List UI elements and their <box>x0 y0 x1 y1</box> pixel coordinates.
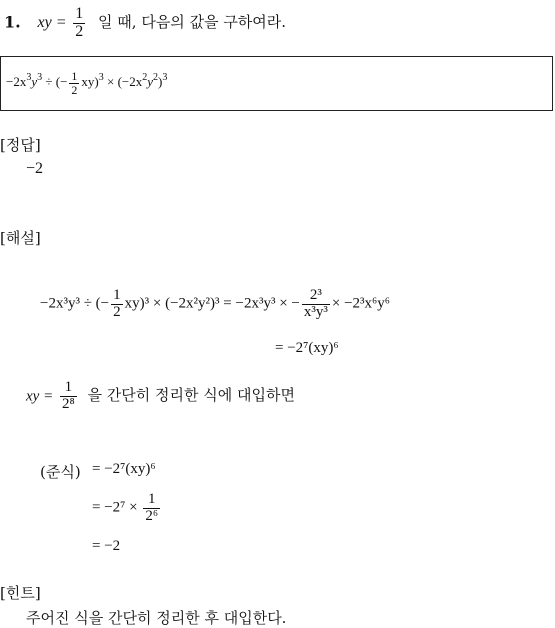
expr-part: y <box>147 74 154 90</box>
expr-part: xy) <box>81 74 99 90</box>
expr-frac-den: 2 <box>71 82 78 97</box>
expr-part: × (−2x <box>103 74 143 90</box>
solution-frac2-den: x³y³ <box>303 303 328 320</box>
expr-part: −2x <box>6 74 27 90</box>
solution-fraction-2 <box>302 288 330 321</box>
calc-frac-den: 2⁶ <box>145 507 159 524</box>
calc-frac-num: 1 <box>147 491 156 507</box>
substitute-fraction <box>60 380 77 413</box>
solution-fraction <box>111 288 123 321</box>
expr-part: y <box>31 74 38 90</box>
answer-header: [정답] <box>0 136 41 154</box>
condition-frac-den: 2 <box>75 22 84 40</box>
expr-part: ÷ (− <box>42 74 68 90</box>
calc-line-2 <box>92 492 162 525</box>
calc-line-1: = −2⁷(xy)⁶ <box>92 461 156 477</box>
problem-number: 1. <box>4 12 21 32</box>
solution-frac-num: 1 <box>113 287 121 303</box>
condition-frac-num: 1 <box>75 5 84 22</box>
expr-exp: 3 <box>98 72 104 84</box>
solution-frac2-num: 2³ <box>309 287 322 303</box>
solution-header: [해설] <box>0 229 41 247</box>
expr-fraction <box>69 70 79 96</box>
condition-lhs: xy = <box>37 14 67 32</box>
substitute-frac-num: 1 <box>64 379 73 395</box>
solution-part: xy)³ × (−2x²y²)³ = −2x³y³ × − <box>124 295 300 312</box>
calc-line-3: = −2 <box>92 538 121 554</box>
boxed-expression <box>6 70 167 96</box>
expr-exp: 3 <box>37 72 43 84</box>
calc-fraction <box>143 492 160 525</box>
solution-frac-den: 2 <box>113 303 121 320</box>
expr-exp: 3 <box>26 72 32 84</box>
calc-part: = −2⁷ × <box>92 499 138 516</box>
problem-instruction: 일 때, 다음의 값을 구하여라. <box>98 13 287 32</box>
substitute-frac-den: 2⁸ <box>61 395 75 412</box>
solution-part: × −2³x⁶y⁶ <box>331 295 390 312</box>
calc-label: (준식) <box>40 463 81 481</box>
hint-header: [힌트] <box>0 584 41 602</box>
substitute-lhs: xy = <box>26 388 54 405</box>
expr-frac-num: 1 <box>71 69 78 83</box>
condition-fraction <box>73 6 85 41</box>
problem-line <box>4 6 286 41</box>
substitute-line <box>26 380 295 413</box>
expr-exp: 3 <box>162 72 168 84</box>
expr-exp: 2 <box>142 72 148 84</box>
expr-part: ) <box>158 74 163 90</box>
hint-text: 주어진 식을 간단히 정리한 후 대입한다. <box>26 609 287 627</box>
solution-line-2: = −2⁷(xy)⁶ <box>275 340 339 356</box>
expr-exp: 2 <box>153 72 159 84</box>
answer-value: −2 <box>26 160 44 177</box>
solution-line-1 <box>40 288 390 321</box>
substitute-text: 을 간단히 정리한 식에 대입하면 <box>87 386 295 405</box>
solution-part: −2x³y³ ÷ (− <box>40 295 110 312</box>
